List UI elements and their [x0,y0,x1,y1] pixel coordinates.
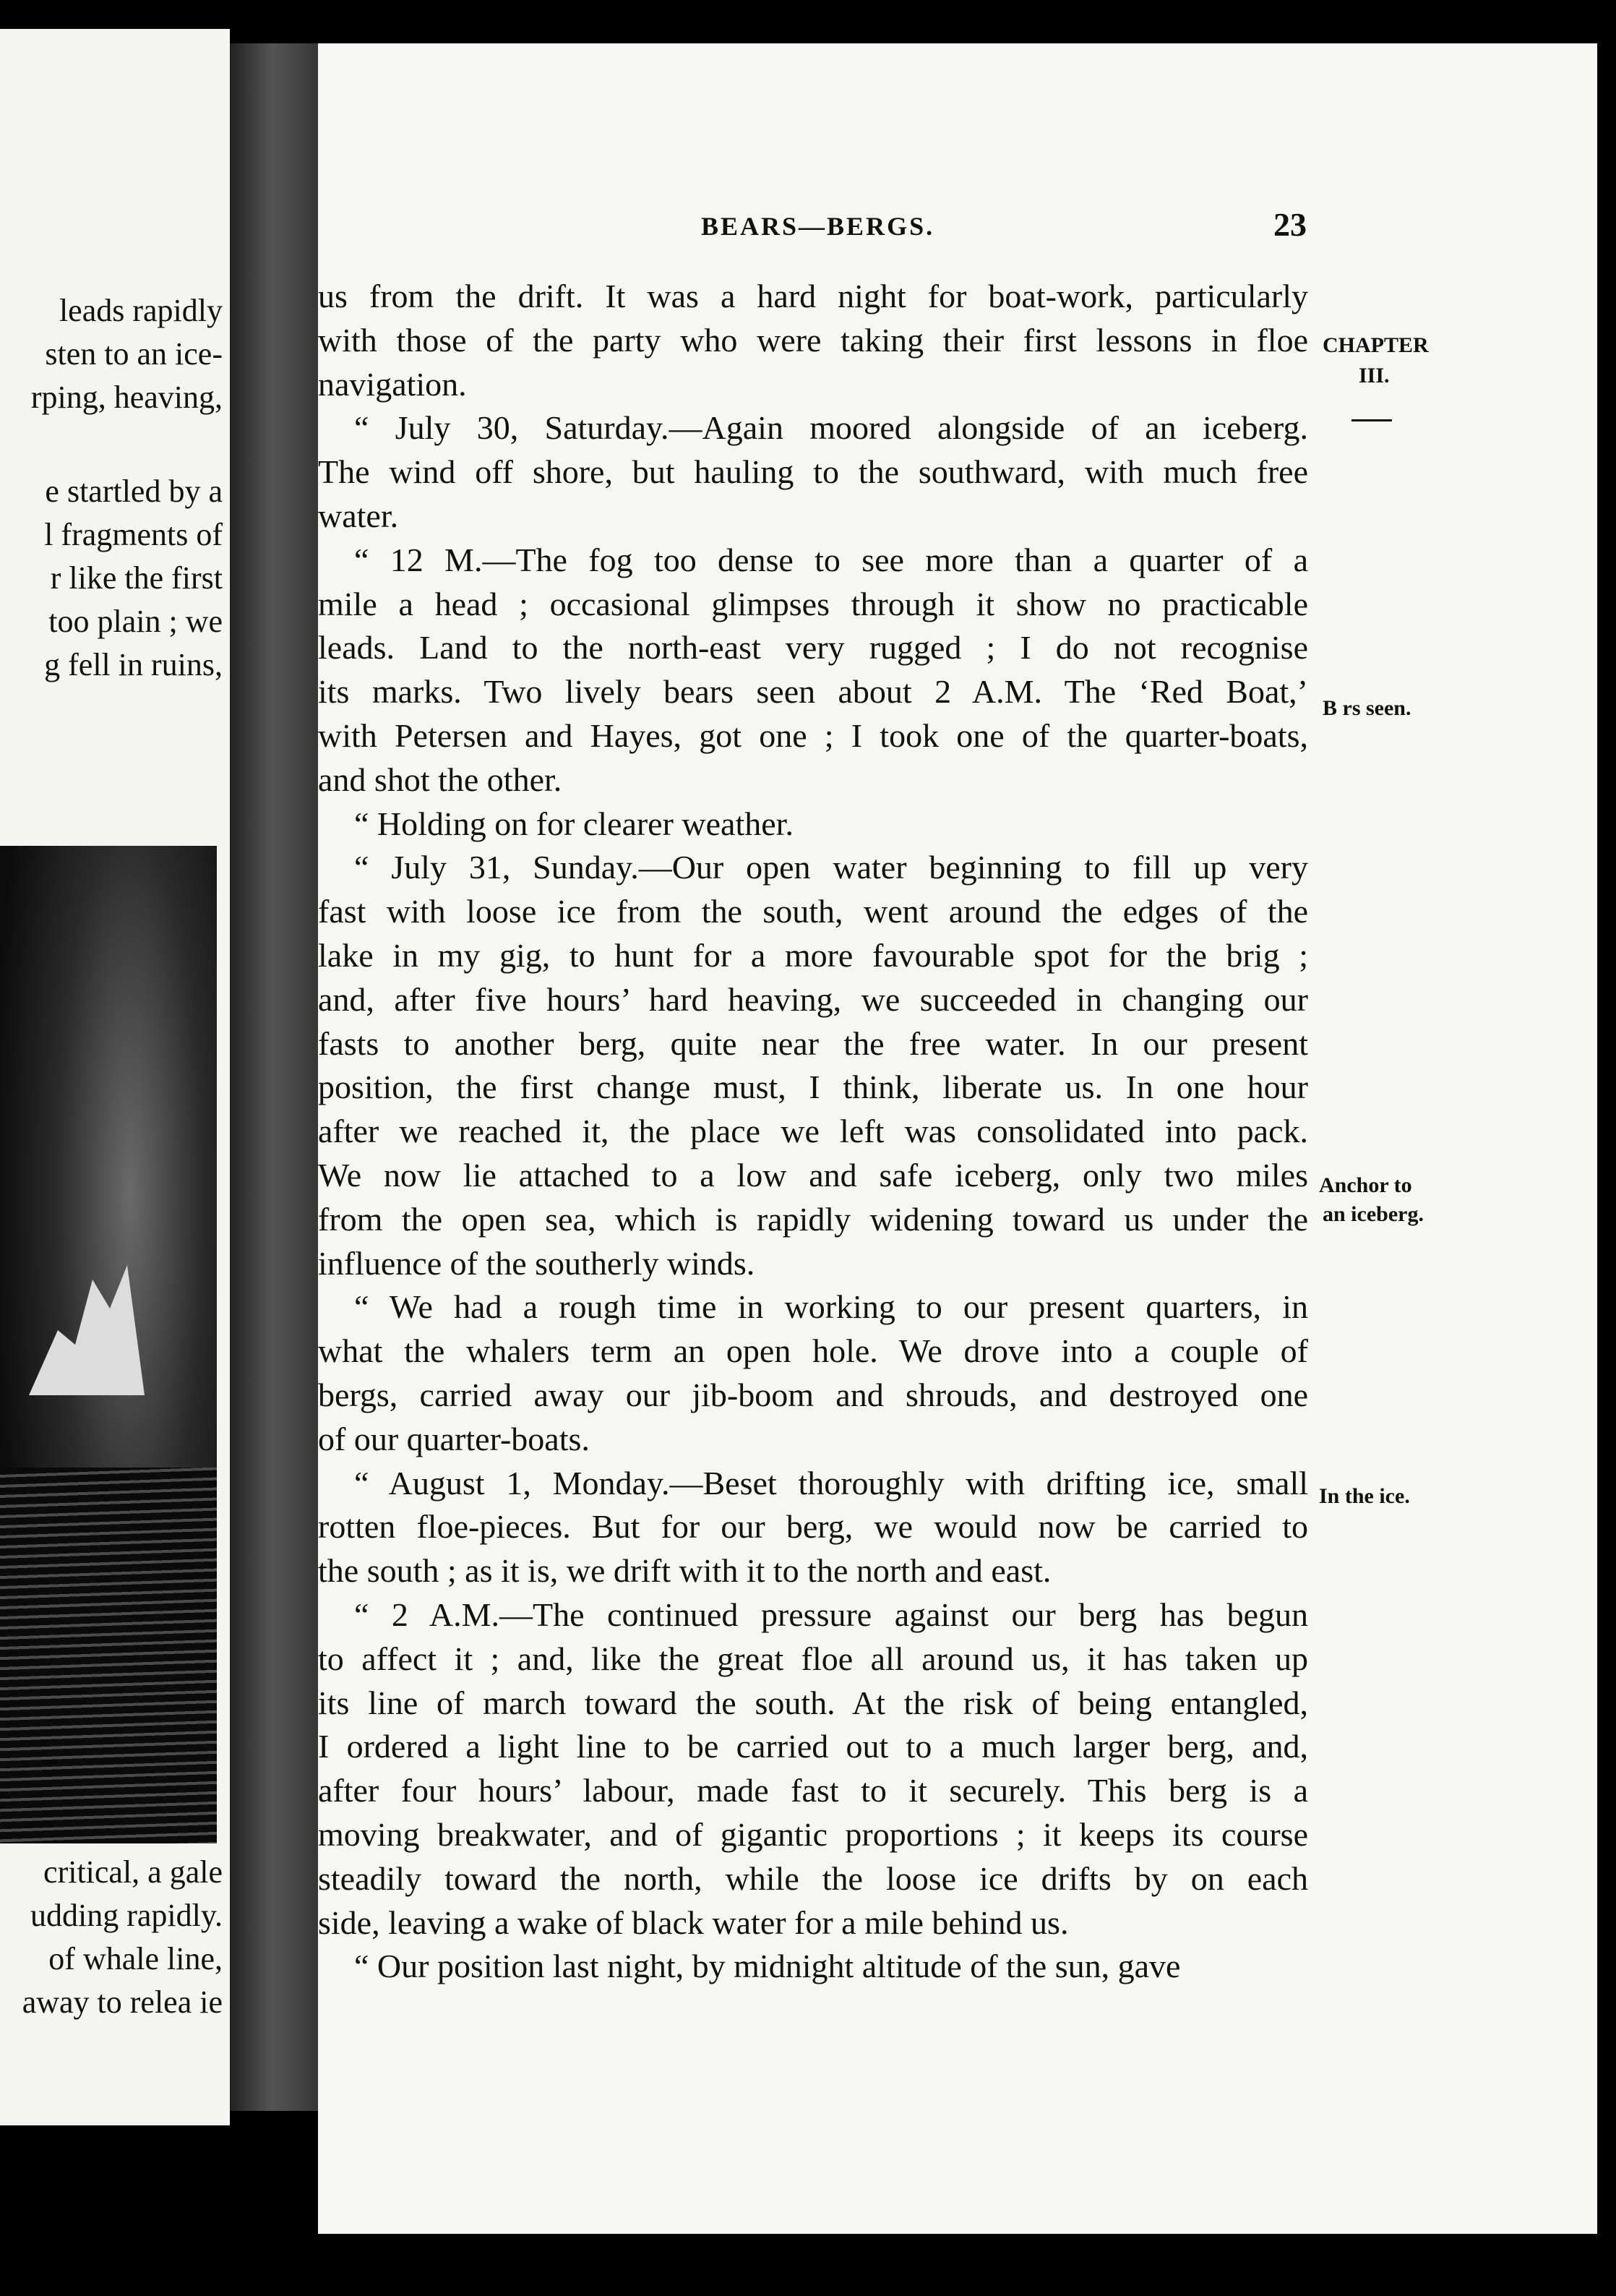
left-page-line: sten to an ice- [45,336,223,372]
text-line: with those of the party who were taking their first lessons in floe [318,321,1308,359]
text-line: after four hours’ labour, made fast to it securely. This berg is a [318,1772,1308,1809]
text-line: leads. Land to the north-east very rugged ; I do not recognise [318,629,1308,667]
text-line: of our quarter-boats. [318,1420,590,1457]
chapter-label: CHAPTER [1323,333,1429,357]
chapter-rule [1351,419,1392,421]
left-page-line: rping, heaving, [30,380,223,415]
text-line: its line of march toward the south. At the risk of being entangled, [318,1684,1308,1721]
text-line: water. [318,497,399,534]
text-line: the south ; as it is, we drift with it to the north and east. [318,1552,1052,1590]
left-page-line: udding rapidly. [30,1898,223,1933]
text-line: from the open sea, which is rapidly widening toward us under the [318,1200,1308,1238]
left-page-line: r like the first [50,560,223,596]
text-line: side, leaving a wake of black water for a mile behind us. [318,1903,1069,1941]
text-line: lake in my gig, to hunt for a more favourable spot for the brig ; [318,937,1308,974]
text-line: mile a head ; occasional glimpses through it show no practicable [318,585,1308,622]
book-page [318,43,1597,2234]
iceberg-illustration [29,1251,145,1395]
margin-note-in-the-ice: In the ice. [1319,1484,1410,1508]
left-page-line: l fragments of [44,517,223,552]
previous-page [0,29,230,2125]
text-line: fast with loose ice from the south, went around the edges of the [318,893,1308,930]
text-line: I ordered a light line to be carried out to a much larger berg, and, [318,1728,1308,1765]
left-page-line: of whale line, [48,1941,223,1976]
text-line: steadily toward the north, while the loose ice drifts by on each [318,1859,1308,1897]
text-line: influence of the southerly winds. [318,1244,755,1282]
text-line: what the whalers term an open hole. We drove into a couple of [318,1332,1308,1370]
text-line: and, after five hours’ hard heaving, we succeeded in changing our [318,980,1308,1018]
text-line: “ July 31, Sunday.—Our open water beginning to fill up very [354,849,1308,886]
text-line: bergs, carried away our jib-boom and shrouds, and destroyed one [318,1376,1308,1413]
text-line: “ July 30, Saturday.—Again moored alongside of an iceberg. [354,409,1308,447]
text-line: We now lie attached to a low and safe iceberg, only two miles [318,1157,1308,1194]
sea-illustration [0,1468,217,1843]
left-page-line: away to relea ie [22,1984,223,2020]
left-page-line: leads rapidly [59,293,223,328]
text-line: “ Our position last night, by midnight altitude of the sun, gave [354,1948,1181,1985]
chapter-number: III. [1359,364,1390,387]
running-head: BEARS—BERGS. [701,212,935,241]
text-line: position, the first change must, I think, liberate us. In one hour [318,1068,1308,1106]
left-page-line: g fell in ruins, [44,647,223,682]
left-page-line: e startled by a [45,474,223,509]
engraving-illustration [0,846,217,1843]
text-line: “ 2 A.M.—The continued pressure against our berg has begun [354,1596,1308,1633]
text-line: navigation. [318,365,467,403]
margin-note-anchor-continued: an iceberg. [1323,1202,1424,1226]
text-line: “ Holding on for clearer weather. [354,805,794,842]
left-page-line: critical, a gale [43,1854,223,1890]
page-number: 23 [1273,206,1307,243]
margin-note-bears-seen: B rs seen. [1323,696,1411,720]
text-line: after we reached it, the place we left was consolidated into pack. [318,1113,1308,1150]
left-page-line: too plain ; we [48,604,223,639]
text-line: The wind off shore, but hauling to the southward, with much free [318,453,1308,491]
text-line: moving breakwater, and of gigantic proportions ; it keeps its course [318,1816,1308,1853]
page-header [318,206,1597,262]
book-gutter [230,43,324,2111]
text-line: its marks. Two lively bears seen about 2 A.M. The ‘Red Boat,’ [318,673,1308,711]
text-line: “ August 1, Monday.—Beset thoroughly with drifting ice, small [354,1464,1308,1502]
margin-note-anchor: Anchor to [1319,1173,1412,1197]
text-line: rotten floe-pieces. But for our berg, we would now be carried to [318,1508,1308,1546]
text-line: to affect it ; and, like the great floe all around us, it has taken up [318,1640,1308,1677]
text-line: fasts to another berg, quite near the free water. In our present [318,1024,1308,1062]
text-line: with Petersen and Hayes, got one ; I took one of the quarter-boats, [318,717,1308,754]
text-line: “ We had a rough time in working to our present quarters, in [354,1288,1308,1326]
text-line: “ 12 M.—The fog too dense to see more than a quarter of a [354,541,1308,578]
text-line: and shot the other. [318,761,562,798]
text-line: us from the drift. It was a hard night for boat-work, particularly [318,278,1308,314]
